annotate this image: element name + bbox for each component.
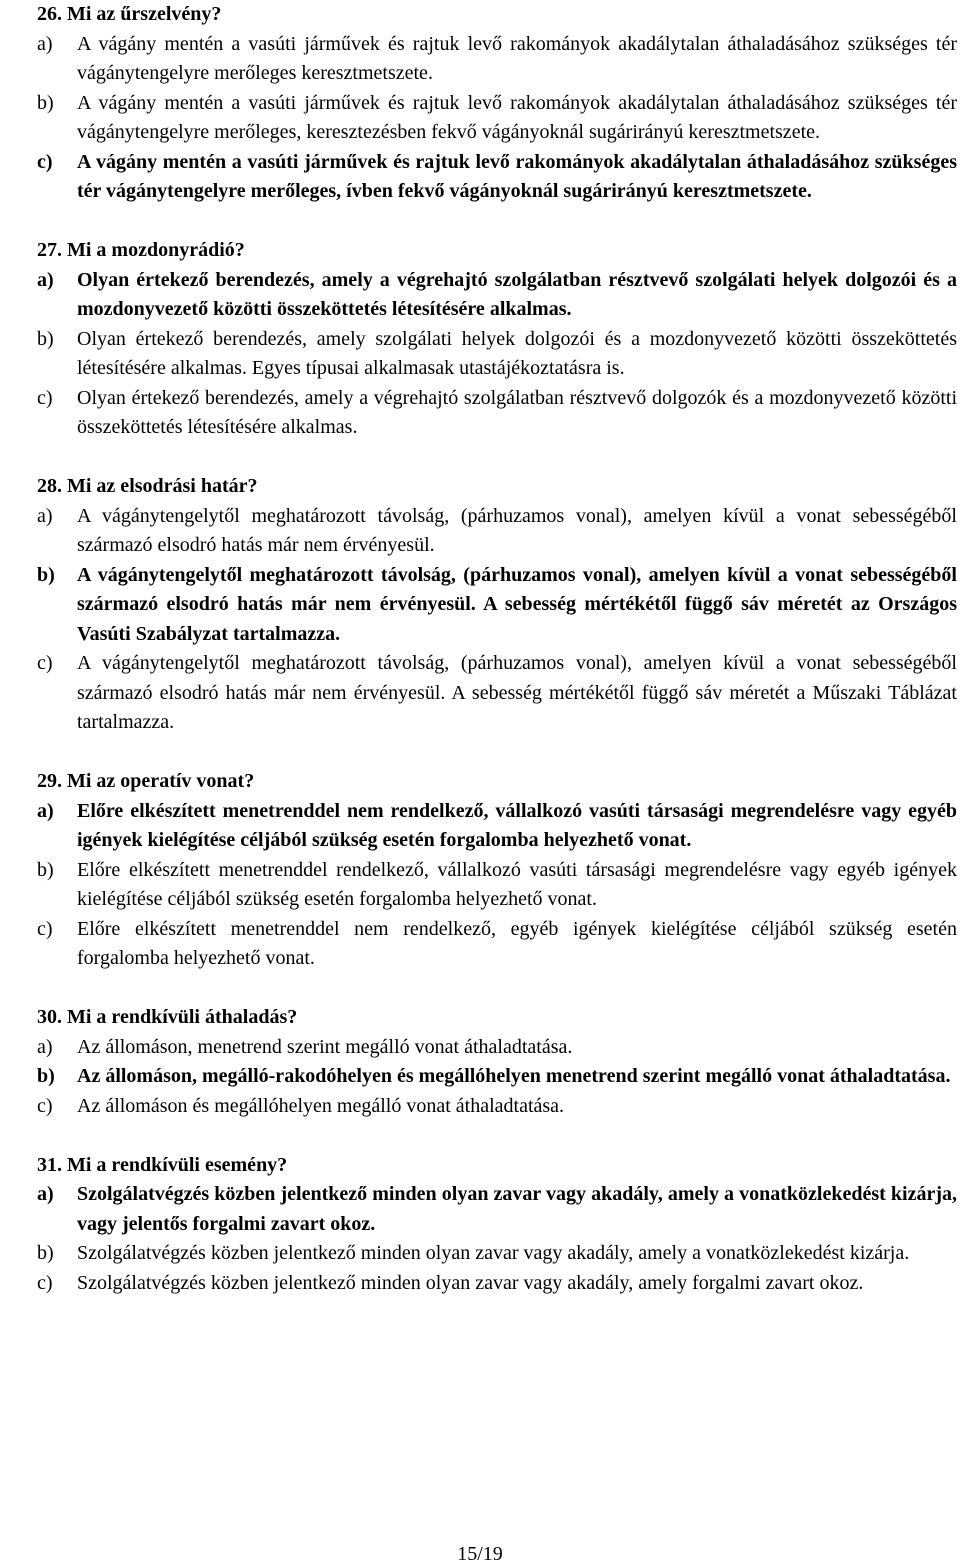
answer-text: Előre elkészített menetrenddel nem rendelkező, vállalkozó vasúti társasági megrendelésre vagy egyéb igények kielégítése céljából szükség esetén forgalomba helyezhető vonat. — [77, 799, 957, 851]
answer-text: A vágánytengelytől meghatározott távolság, (párhuzamos vonal), amelyen kívül a vonat sebességéből származó elsodró hatás már nem érvényesül. A sebesség mértékétől függő sáv méretét a Műszaki Táblázat tartalmazza. — [77, 652, 957, 733]
question-spacer — [37, 974, 957, 1004]
answer-option — [37, 30, 957, 89]
answer-letter: c) — [37, 652, 53, 674]
answer-letter: c) — [37, 917, 53, 940]
answer-letter: c) — [37, 1271, 53, 1294]
question-spacer — [37, 443, 957, 473]
document-page — [37, 0, 957, 1298]
answer-text: A vágánytengelytől meghatározott távolság, (párhuzamos vonal), amelyen kívül a vonat sebességéből származó elsodró hatás már nem érvényesül. A sebesség mértékétől függő sáv méretét az Országos Vasúti Szabályzat tartalmazza. — [77, 563, 957, 645]
answer-option — [37, 1239, 957, 1269]
answer-option — [37, 856, 957, 915]
question-block — [37, 1003, 957, 1121]
answer-text: Szolgálatvégzés közben jelentkező minden olyan zavar vagy akadály, amely forgalmi zavart okoz. — [77, 1271, 864, 1294]
answer-option — [37, 1269, 957, 1299]
answer-text: Olyan értekező berendezés, amely a végrehajtó szolgálatban résztvevő szolgálati helyek dolgozói és a mozdonyvezető közötti összeköttetés létesítésére alkalmas. — [77, 268, 957, 320]
answer-text: Előre elkészített menetrenddel rendelkező, vállalkozó vasúti társasági megrendelésre vagy egyéb igények kielégítése céljából szükség esetén forgalomba helyezhető vonat. — [77, 858, 957, 910]
answer-letter: a) — [37, 1183, 54, 1205]
question-block — [37, 767, 957, 974]
answer-letter: a) — [37, 32, 53, 55]
answer-letter: a) — [37, 504, 53, 527]
answer-text: Olyan értekező berendezés, amely a végrehajtó szolgálatban résztvevő dolgozók és a mozdonyvezető közötti összeköttetés létesítésére alkalmas. — [77, 386, 957, 438]
answer-option-correct — [37, 148, 957, 207]
answer-text: Szolgálatvégzés közben jelentkező minden olyan zavar vagy akadály, amely a vonatközlekedést kizárja. — [77, 1242, 910, 1264]
answer-option-correct — [37, 561, 957, 650]
answer-option — [37, 89, 957, 148]
question-spacer — [37, 207, 957, 237]
answer-letter: a) — [37, 268, 54, 291]
answer-text: A vágány mentén a vasúti járművek és rajtuk levő rakományok akadálytalan áthaladásához szükséges tér vágánytengelyre merőleges, ívben fekvő vágányoknál sugárirányú keresztmetszete. — [77, 150, 957, 202]
question-title: 28. Mi az elsodrási határ? — [37, 475, 258, 497]
answer-option — [37, 502, 957, 561]
answer-letter: c) — [37, 386, 53, 409]
question-block — [37, 236, 957, 443]
answer-text: A vágány mentén a vasúti járművek és rajtuk levő rakományok akadálytalan áthaladásához szükséges tér vágánytengelyre merőleges keresztmetszete. — [77, 32, 957, 84]
answer-option — [37, 384, 957, 443]
answer-letter: c) — [37, 1094, 53, 1117]
answer-letter: b) — [37, 91, 54, 114]
question-title: 31. Mi a rendkívüli esemény? — [37, 1153, 288, 1176]
question-spacer — [37, 738, 957, 768]
answer-text: Az állomáson és megállóhelyen megálló vonat áthaladtatása. — [77, 1094, 565, 1117]
answer-letter: b) — [37, 327, 54, 350]
question-block — [37, 1151, 957, 1299]
question-block — [37, 472, 957, 738]
question-title: 26. Mi az űrszelvény? — [37, 3, 222, 25]
answer-letter: b) — [37, 1242, 54, 1264]
answer-option-correct — [37, 266, 957, 325]
answer-text: Olyan értekező berendezés, amely szolgálati helyek dolgozói és a mozdonyvezető közötti összeköttetés létesítésére alkalmas. Egyes típusai alkalmasak utastájékoztatásra is. — [77, 327, 957, 379]
answer-option-correct — [37, 1180, 957, 1239]
answer-letter: a) — [37, 1035, 53, 1058]
answer-letter: b) — [37, 858, 54, 881]
answer-text: Az állomáson, menetrend szerint megálló vonat áthaladtatása. — [77, 1035, 573, 1058]
question-spacer — [37, 1121, 957, 1151]
answer-text: Az állomáson, megálló-rakodóhelyen és megállóhelyen menetrend szerint megálló vonat áthaladtatása. — [77, 1065, 951, 1087]
question-block — [37, 0, 957, 207]
answer-option-correct — [37, 797, 957, 856]
question-title: 29. Mi az operatív vonat? — [37, 770, 255, 792]
page-number: 15/19 — [457, 1543, 503, 1565]
answer-letter: b) — [37, 1065, 55, 1087]
answer-letter: a) — [37, 799, 54, 822]
answer-option-correct — [37, 1062, 957, 1092]
answer-letter: b) — [37, 563, 55, 586]
answer-text: Előre elkészített menetrenddel nem rendelkező, egyéb igények kielégítése céljából szükség esetén forgalomba helyezhető vonat. — [77, 917, 957, 969]
answer-option — [37, 1092, 957, 1122]
answer-option — [37, 915, 957, 974]
question-title: 30. Mi a rendkívüli áthaladás? — [37, 1006, 298, 1028]
answer-letter: c) — [37, 150, 53, 173]
answer-text: A vágány mentén a vasúti járművek és rajtuk levő rakományok akadálytalan áthaladásához szükséges tér vágánytengelyre merőleges, keresztezésben fekvő vágányoknál sugárirányú keresztmetszete. — [77, 91, 957, 143]
answer-option — [37, 325, 957, 384]
answer-text: Szolgálatvégzés közben jelentkező minden olyan zavar vagy akadály, amely a vonatközlekedést kizárja, vagy jelentős forgalmi zavart okoz. — [77, 1183, 957, 1235]
question-title: 27. Mi a mozdonyrádió? — [37, 239, 245, 261]
answer-text: A vágánytengelytől meghatározott távolság, (párhuzamos vonal), amelyen kívül a vonat sebességéből származó elsodró hatás már nem érvényesül. — [77, 504, 957, 556]
answer-option — [37, 1033, 957, 1063]
answer-option — [37, 649, 957, 738]
